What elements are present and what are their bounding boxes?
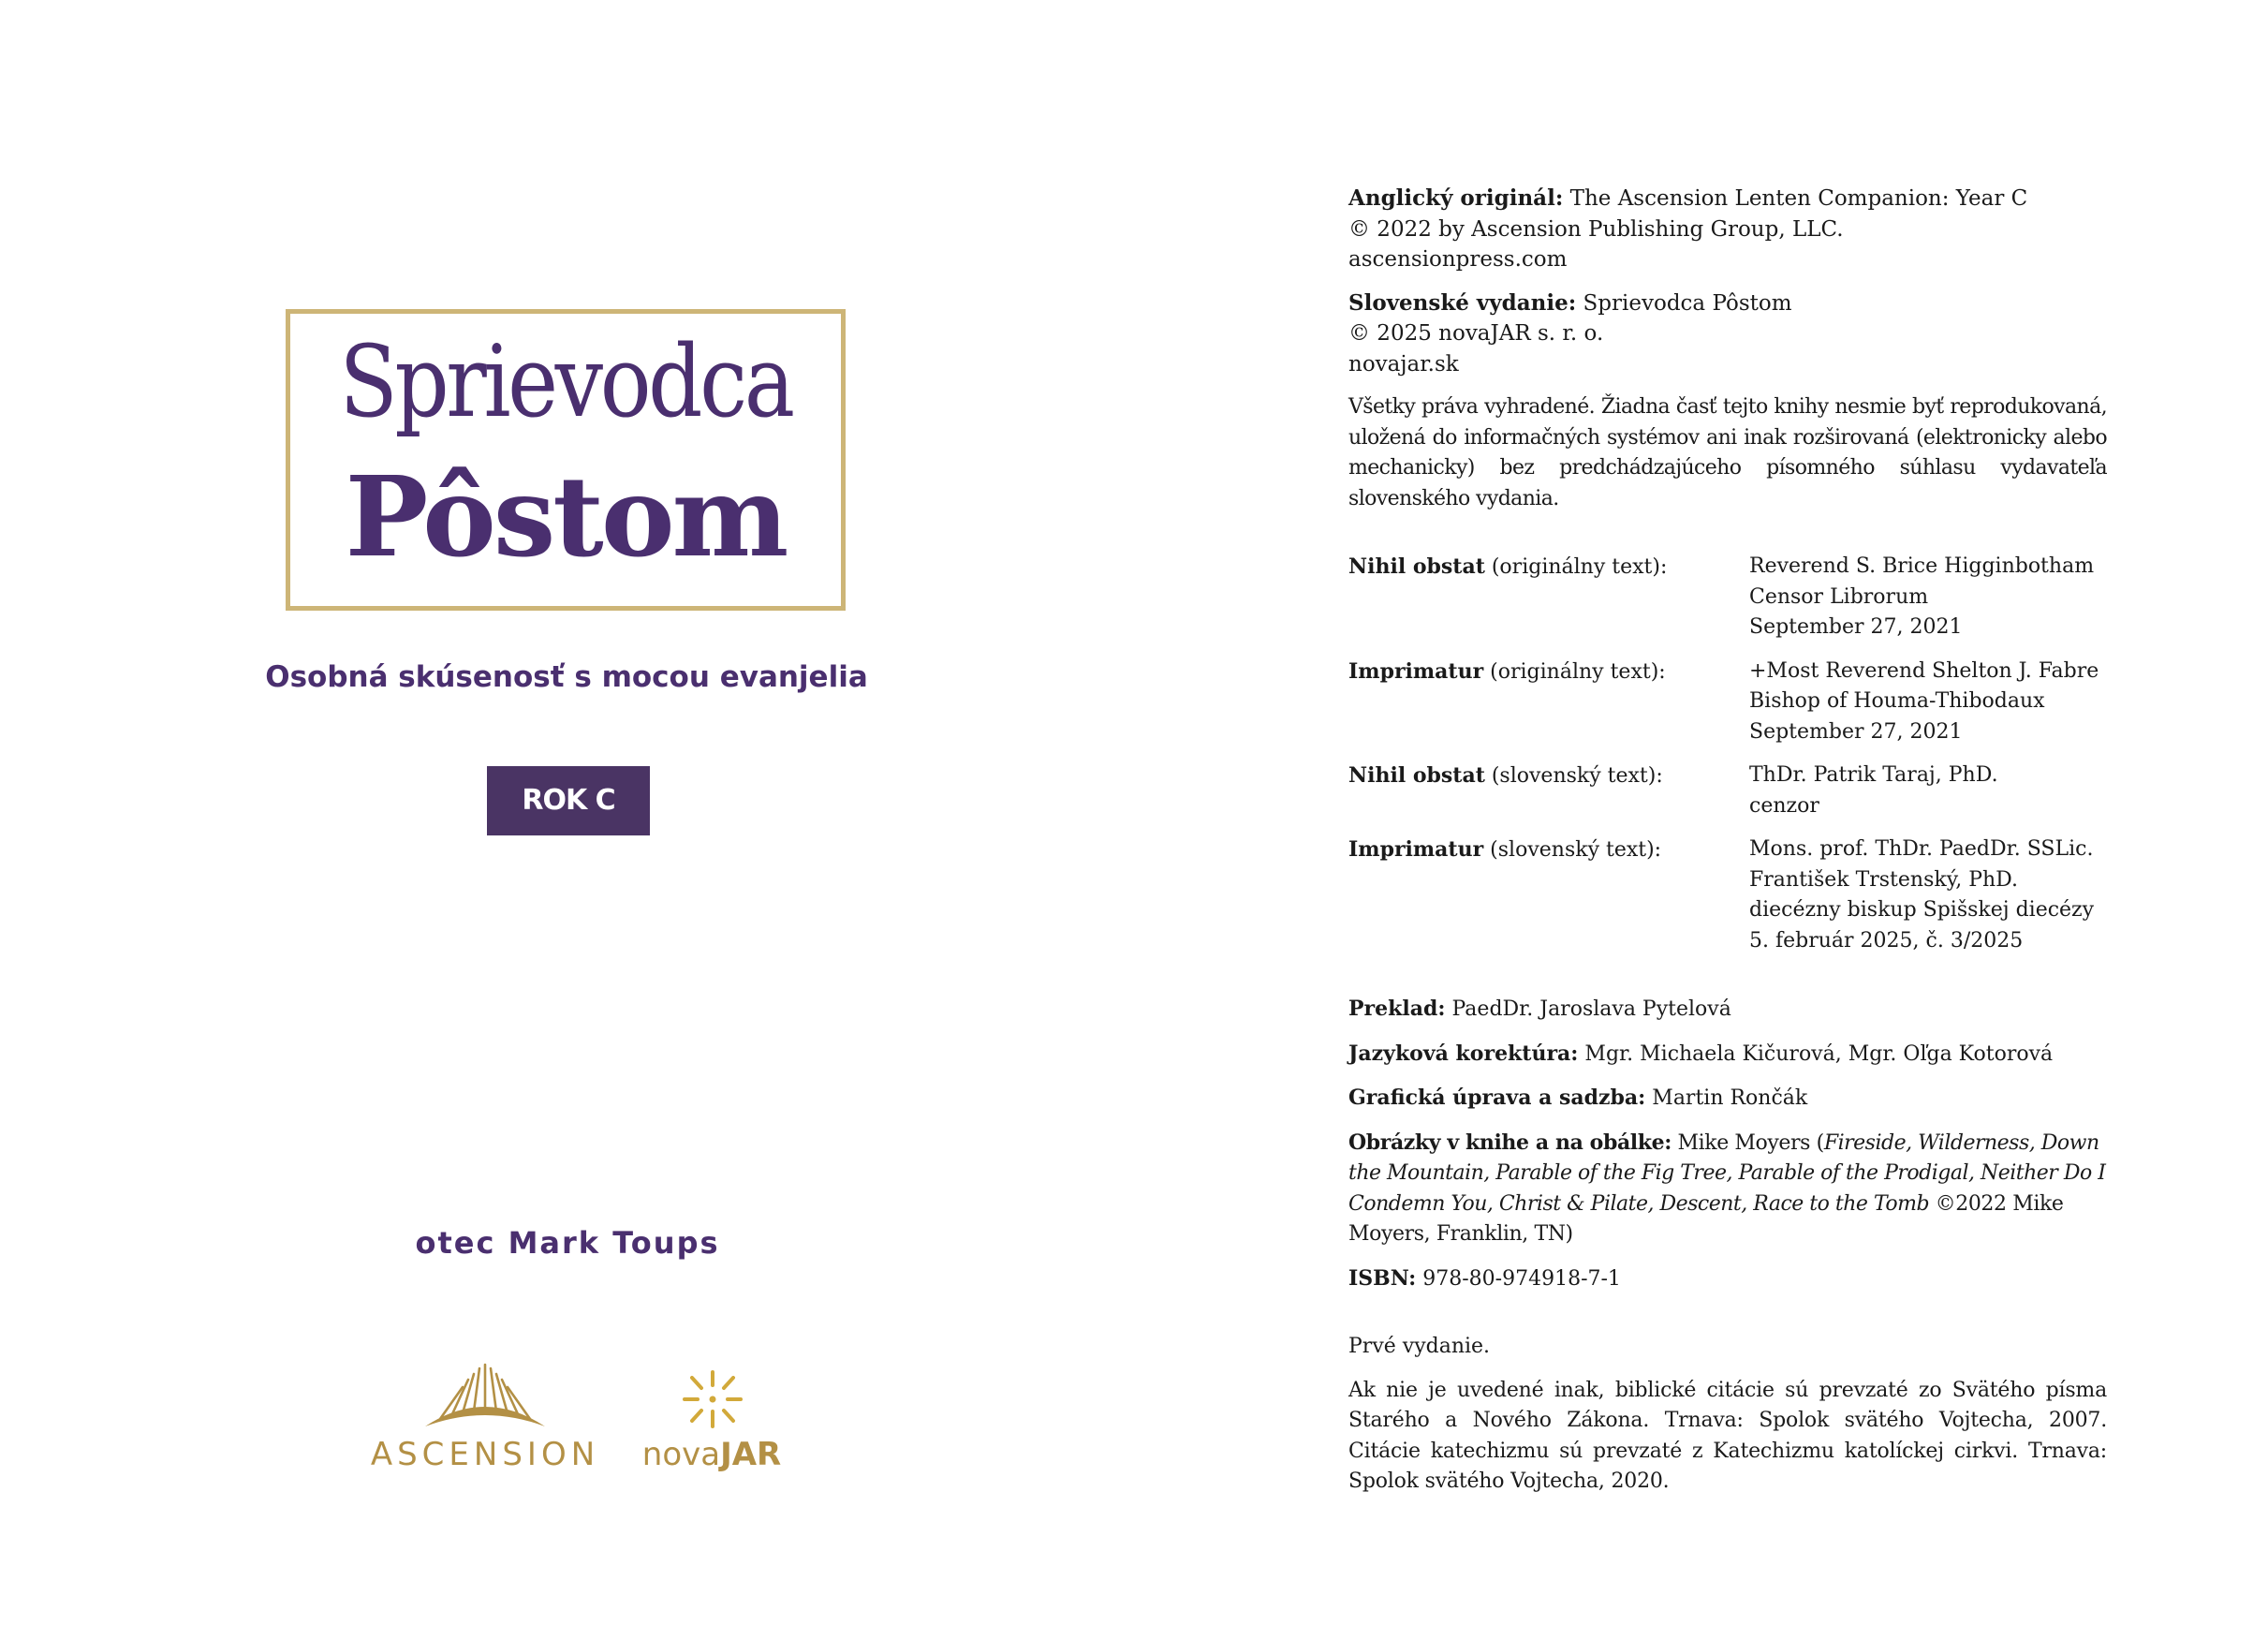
approval-type: Imprimatur bbox=[1348, 837, 1484, 862]
author-name: otec Mark Toups bbox=[415, 1225, 720, 1261]
slovak-label: Slovenské vydanie: bbox=[1348, 289, 1577, 316]
approval-scope: (slovenský text): bbox=[1483, 838, 1662, 862]
approval-row bbox=[1348, 835, 2107, 956]
approval-line: cenzor bbox=[1749, 793, 1819, 818]
imprint-block bbox=[1348, 184, 2107, 1498]
approval-line: Bishop of Houma-Thibodaux bbox=[1749, 689, 2045, 713]
approval-line: September 27, 2021 bbox=[1749, 615, 1963, 639]
approval-row bbox=[1348, 657, 2107, 748]
rights-notice: Všetky práva vyhradené. Žiadna časť tejto knihy nesmie byť reprodukovaná, uložená do informačných systémov ani inak rozširovaná (elektronicky alebo mechanicky) bez predchádzajúceho písomného súhlasu vydavateľa slovenského vydania. bbox=[1348, 395, 2107, 510]
original-label: Anglický originál: bbox=[1348, 185, 1564, 211]
novajar-wordmark-jar: JAR bbox=[720, 1436, 782, 1473]
proofreading-credit: Jazyková korektúra: Mgr. Michaela Kičurová, Mgr. Oľga Kotorová bbox=[1348, 1041, 2054, 1066]
slovak-website: novajar.sk bbox=[1348, 351, 1459, 377]
original-website: ascensionpress.com bbox=[1348, 247, 1568, 272]
approval-scope: (slovenský text): bbox=[1484, 764, 1663, 788]
approval-line: Reverend S. Brice Higginbotham bbox=[1749, 554, 2095, 578]
approval-line: František Trstenský, PhD. bbox=[1749, 867, 2019, 892]
approval-line: +Most Reverend Shelton J. Fabre bbox=[1749, 658, 2099, 683]
slovak-copyright: © 2025 novaJAR s. r. o. bbox=[1348, 321, 1604, 346]
translation-credit: Preklad: PaedDr. Jaroslava Pytelová bbox=[1348, 997, 1731, 1021]
approval-line: September 27, 2021 bbox=[1749, 719, 1963, 744]
ascension-rays-logo-icon bbox=[420, 1363, 551, 1430]
approval-type: Nihil obstat bbox=[1348, 554, 1485, 579]
images-credit: Obrázky v knihe a na obálke: Mike Moyers (Fireside, Wilderness, Down the Mountain, Parable of the Fig Tree, Parable of the Prodigal, Neither Do I Condemn You, Christ & Pilate, Descent, Race to the Tomb ©2022 Mike Moyers, Franklin, TN) bbox=[1348, 1130, 2106, 1246]
subtitle: Osobná skúsenosť s mocou evanjelia bbox=[265, 660, 868, 694]
title-frame bbox=[286, 309, 846, 611]
original-title: The Ascension Lenten Companion: Year C bbox=[1563, 186, 2028, 211]
credits bbox=[1348, 994, 2107, 1294]
novajar-wordmark-nova: nova bbox=[641, 1436, 721, 1473]
approval-line: ThDr. Patrik Taraj, PhD. bbox=[1749, 763, 1998, 787]
approval-scope: (originálny text): bbox=[1483, 659, 1666, 684]
approval-scope: (originálny text): bbox=[1484, 555, 1668, 579]
original-edition bbox=[1348, 184, 2107, 275]
novajar-wordmark bbox=[641, 1436, 782, 1473]
church-approvals bbox=[1348, 552, 2107, 956]
ascension-wordmark: ASCENSION bbox=[370, 1436, 600, 1473]
year-badge: ROK C bbox=[487, 766, 650, 835]
design-credit: Grafická úprava a sadzba: Martin Rončák bbox=[1348, 1086, 1808, 1110]
approval-line: Censor Librorum bbox=[1749, 584, 1929, 609]
approval-type: Imprimatur bbox=[1348, 658, 1484, 684]
edition-number: Prvé vydanie. bbox=[1348, 1335, 1491, 1358]
title-line-2: Pôstom bbox=[345, 451, 787, 582]
ascension-logo bbox=[354, 1363, 616, 1475]
artwork-titles: Fireside, Wilderness, Down the Mountain, Parable of the Fig Tree, Parable of the Prodigal, Neither Do I Condemn You, Christ & Pilate, Descent, Race to the Tomb bbox=[1348, 1130, 2106, 1216]
approval-line: 5. február 2025, č. 3/2025 bbox=[1749, 928, 2024, 953]
isbn: ISBN: 978-80-974918-7-1 bbox=[1348, 1265, 1621, 1291]
original-copyright: © 2022 by Ascension Publishing Group, LLC. bbox=[1348, 216, 1844, 242]
slovak-title: Sprievodca Pôstom bbox=[1576, 290, 1792, 316]
approval-type: Nihil obstat bbox=[1348, 763, 1485, 788]
citations-note: Ak nie je uvedené inak, biblické citácie sú prevzaté zo Svätého písma Starého a Nového Zákona. Trnava: Spolok svätého Vojtecha, 2007. Citácie katechizmu sú prevzaté z Katechizmu katolíckej cirkvi. Trnava: Spolok svätého Vojtecha, 2020. bbox=[1348, 1378, 2107, 1493]
novajar-star-logo-icon bbox=[679, 1368, 746, 1432]
slovak-edition bbox=[1348, 288, 2107, 380]
edition-notes bbox=[1348, 1332, 2107, 1498]
imprint-page bbox=[1134, 0, 2268, 1625]
publisher-logos bbox=[346, 1363, 796, 1475]
approval-line: Mons. prof. ThDr. PaedDr. SSLic. bbox=[1749, 837, 2094, 861]
approval-line: diecézny biskup Spišskej diecézy bbox=[1749, 898, 2095, 922]
novajar-logo bbox=[641, 1363, 782, 1475]
approval-row bbox=[1348, 552, 2107, 643]
approval-row bbox=[1348, 761, 2107, 821]
title-line-1: Sprievodca bbox=[339, 324, 792, 439]
